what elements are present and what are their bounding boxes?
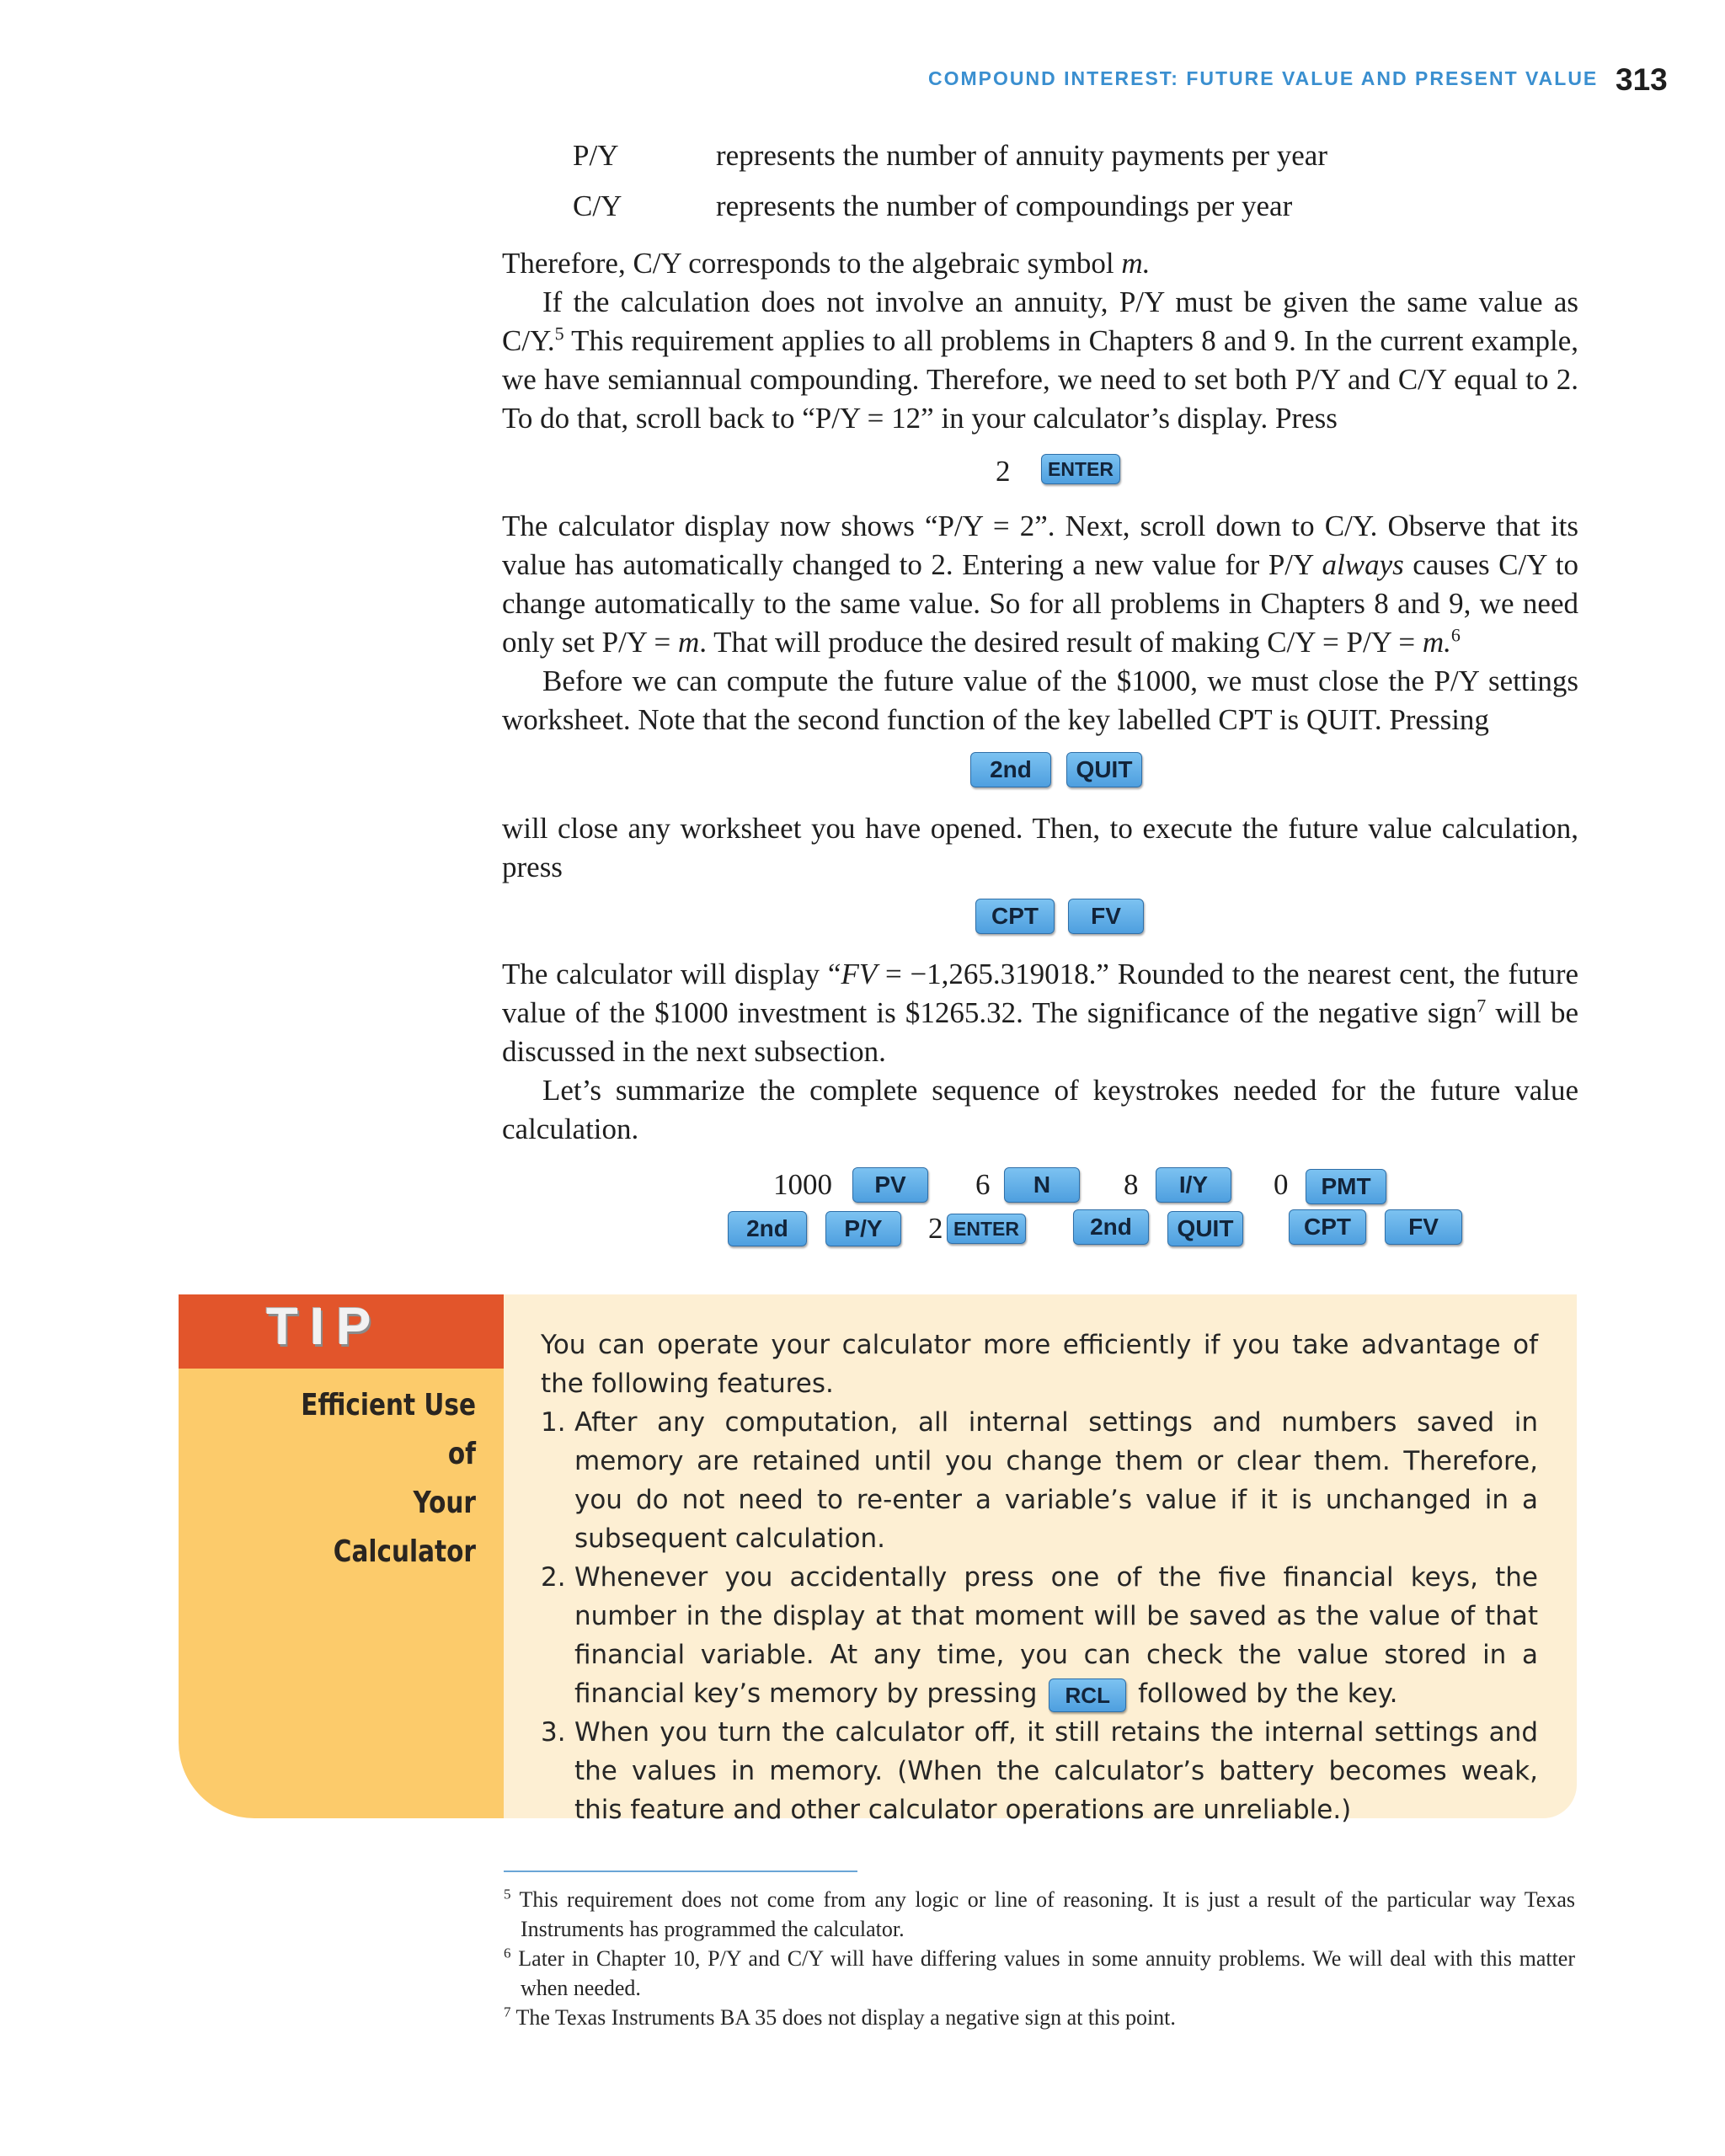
enter-key: ENTER [1041, 454, 1120, 484]
tip-intro: You can operate your calculator more efficiently if you take advantage of the following features. [541, 1330, 1538, 1399]
tip-body [541, 1326, 1538, 1829]
footnote-number: 5 [504, 1886, 511, 1903]
second-key: 2nd [1073, 1209, 1149, 1245]
cpt-key: CPT [1289, 1209, 1366, 1245]
second-key: 2nd [728, 1211, 807, 1246]
tip-list-item [541, 1558, 1538, 1713]
tip-item-number: 3. [541, 1717, 566, 1748]
math-symbol: m [678, 626, 700, 659]
footnote-ref: 5 [554, 323, 564, 344]
text-span: = −1,265.319018.” Rounded to the nearest cent, the future value of the $1000 investment is $1265.32. The significance of the negative sign [502, 958, 1579, 1029]
text-span: Before we can compute the future value of the $1000, we must close the P/Y settings worksheet. Note that the second function of the key labelled CPT is QUIT. Pressing [502, 664, 1578, 736]
tip-label: TIP [266, 1298, 383, 1356]
footnote-ref: 6 [1450, 624, 1461, 646]
text-span: This requirement applies to all problems in Chapters 8 and 9. In the current example, we have semiannual compounding. Therefore, we need to set both P/Y and C/Y equal to 2. To do that, scroll back to “P/Y = 12” in your calculator’s display. Press [502, 324, 1578, 435]
n-key: N [1004, 1167, 1080, 1203]
paragraph [502, 244, 1578, 438]
tip-item-text: After any computation, all internal settings and numbers saved in memory are retained until you change them or clear them. Therefore, you do not need to re-enter a variable’s value if it is unchanged in a subsequent calculation. [574, 1407, 1538, 1554]
emphasis: always [1322, 548, 1404, 581]
tip-item-text: Whenever you accidentally press one of the five financial keys, the number in the display at that moment will be saved as the value of that financial variable. At any time, you can check the value stored in a financial key’s memory by pressing [574, 1562, 1538, 1709]
footnote-number: 6 [504, 1945, 511, 1961]
tip-heading [265, 1381, 476, 1577]
tip-item-text: followed by the key. [1138, 1678, 1398, 1709]
definition-term: P/Y [573, 139, 619, 172]
math-symbol: m. [1422, 626, 1451, 659]
iy-key: I/Y [1156, 1167, 1231, 1203]
definition-description: represents the number of compoundings per year [716, 189, 1293, 222]
footnote-text: This requirement does not come from any logic or line of reasoning. It is just a result of the particular way Texas Instruments has programmed the calculator. [519, 1887, 1576, 1941]
text-span: The calculator will display “ [502, 958, 841, 990]
footnote [504, 1944, 1575, 2003]
fv-key: FV [1068, 899, 1144, 934]
paragraph: will close any worksheet you have opened. Then, to execute the future value calculation, press [502, 812, 1578, 883]
footnotes [504, 1885, 1575, 2032]
definition-term: C/Y [573, 189, 622, 222]
footnote-ref: 7 [1477, 995, 1487, 1017]
second-key: 2nd [970, 752, 1051, 787]
footnote-text: The Texas Instruments BA 35 does not display a negative sign at this point. [515, 2005, 1176, 2030]
tip-item-number: 1. [541, 1407, 566, 1438]
quit-key: QUIT [1066, 752, 1142, 787]
text-span: will be discussed in the next subsection. [502, 996, 1578, 1068]
math-symbol: m. [1121, 247, 1151, 280]
tip-list-item [541, 1713, 1538, 1829]
text-span: Let’s summarize the complete sequence of keystrokes needed for the future value calculation. [502, 1074, 1578, 1145]
text-span: If the calculation does not involve an annuity, P/Y must be given the same value as C/Y. [502, 286, 1578, 357]
text-span: The calculator display now shows “P/Y = 2”. Next, scroll down to C/Y. Observe that its value has automatically changed to 2. Entering a new value for P/Y [502, 510, 1578, 581]
keystroke-number: 6 [975, 1168, 991, 1201]
cpt-key: CPT [975, 899, 1055, 934]
tip-item-number: 2. [541, 1562, 566, 1593]
definition-description: represents the number of annuity payments per year [716, 139, 1327, 172]
tip-heading-line: Your Calculator [333, 1486, 476, 1569]
quit-key: QUIT [1167, 1211, 1243, 1246]
footnote-divider [504, 1870, 857, 1872]
keystroke-number: 2 [928, 1212, 943, 1245]
keystroke-number: 0 [1274, 1168, 1289, 1201]
math-symbol: FV [841, 958, 878, 990]
py-key: P/Y [825, 1211, 901, 1246]
running-header: COMPOUND INTEREST: FUTURE VALUE AND PRESENT VALUE [928, 67, 1599, 89]
footnote [504, 2003, 1575, 2032]
pv-key: PV [852, 1167, 928, 1203]
keystroke-number: 1000 [773, 1168, 832, 1201]
tip-item-text: When you turn the calculator off, it still retains the internal settings and the values in memory. (When the calculator’s battery becomes weak, this feature and other calculator operations are unreliable.) [574, 1717, 1538, 1825]
paragraph [502, 507, 1578, 739]
footnote [504, 1885, 1575, 1944]
keystroke-number: 2 [996, 455, 1011, 488]
fv-key: FV [1385, 1209, 1462, 1245]
page-number: 313 [1616, 62, 1668, 97]
rcl-key: RCL [1049, 1678, 1126, 1712]
enter-key: ENTER [947, 1214, 1026, 1244]
footnote-text: Later in Chapter 10, P/Y and C/Y will have differing values in some annuity problems. We will deal with this matter when needed. [518, 1946, 1576, 2000]
tip-heading-line: Efficient Use of [301, 1388, 476, 1471]
paragraph [502, 955, 1578, 1149]
tip-list-item [541, 1403, 1538, 1558]
keystroke-number: 8 [1124, 1168, 1139, 1201]
pmt-key: PMT [1306, 1169, 1386, 1204]
text-span: Therefore, C/Y corresponds to the algebraic symbol [502, 247, 1122, 280]
text-span: causes C/Y to change automatically to the same value. So for all problems in Chapters 8 and 9, we need only set P/Y = [502, 548, 1578, 659]
text-span: . That will produce the desired result of making C/Y = P/Y = [699, 626, 1423, 659]
footnote-number: 7 [504, 2004, 511, 2020]
